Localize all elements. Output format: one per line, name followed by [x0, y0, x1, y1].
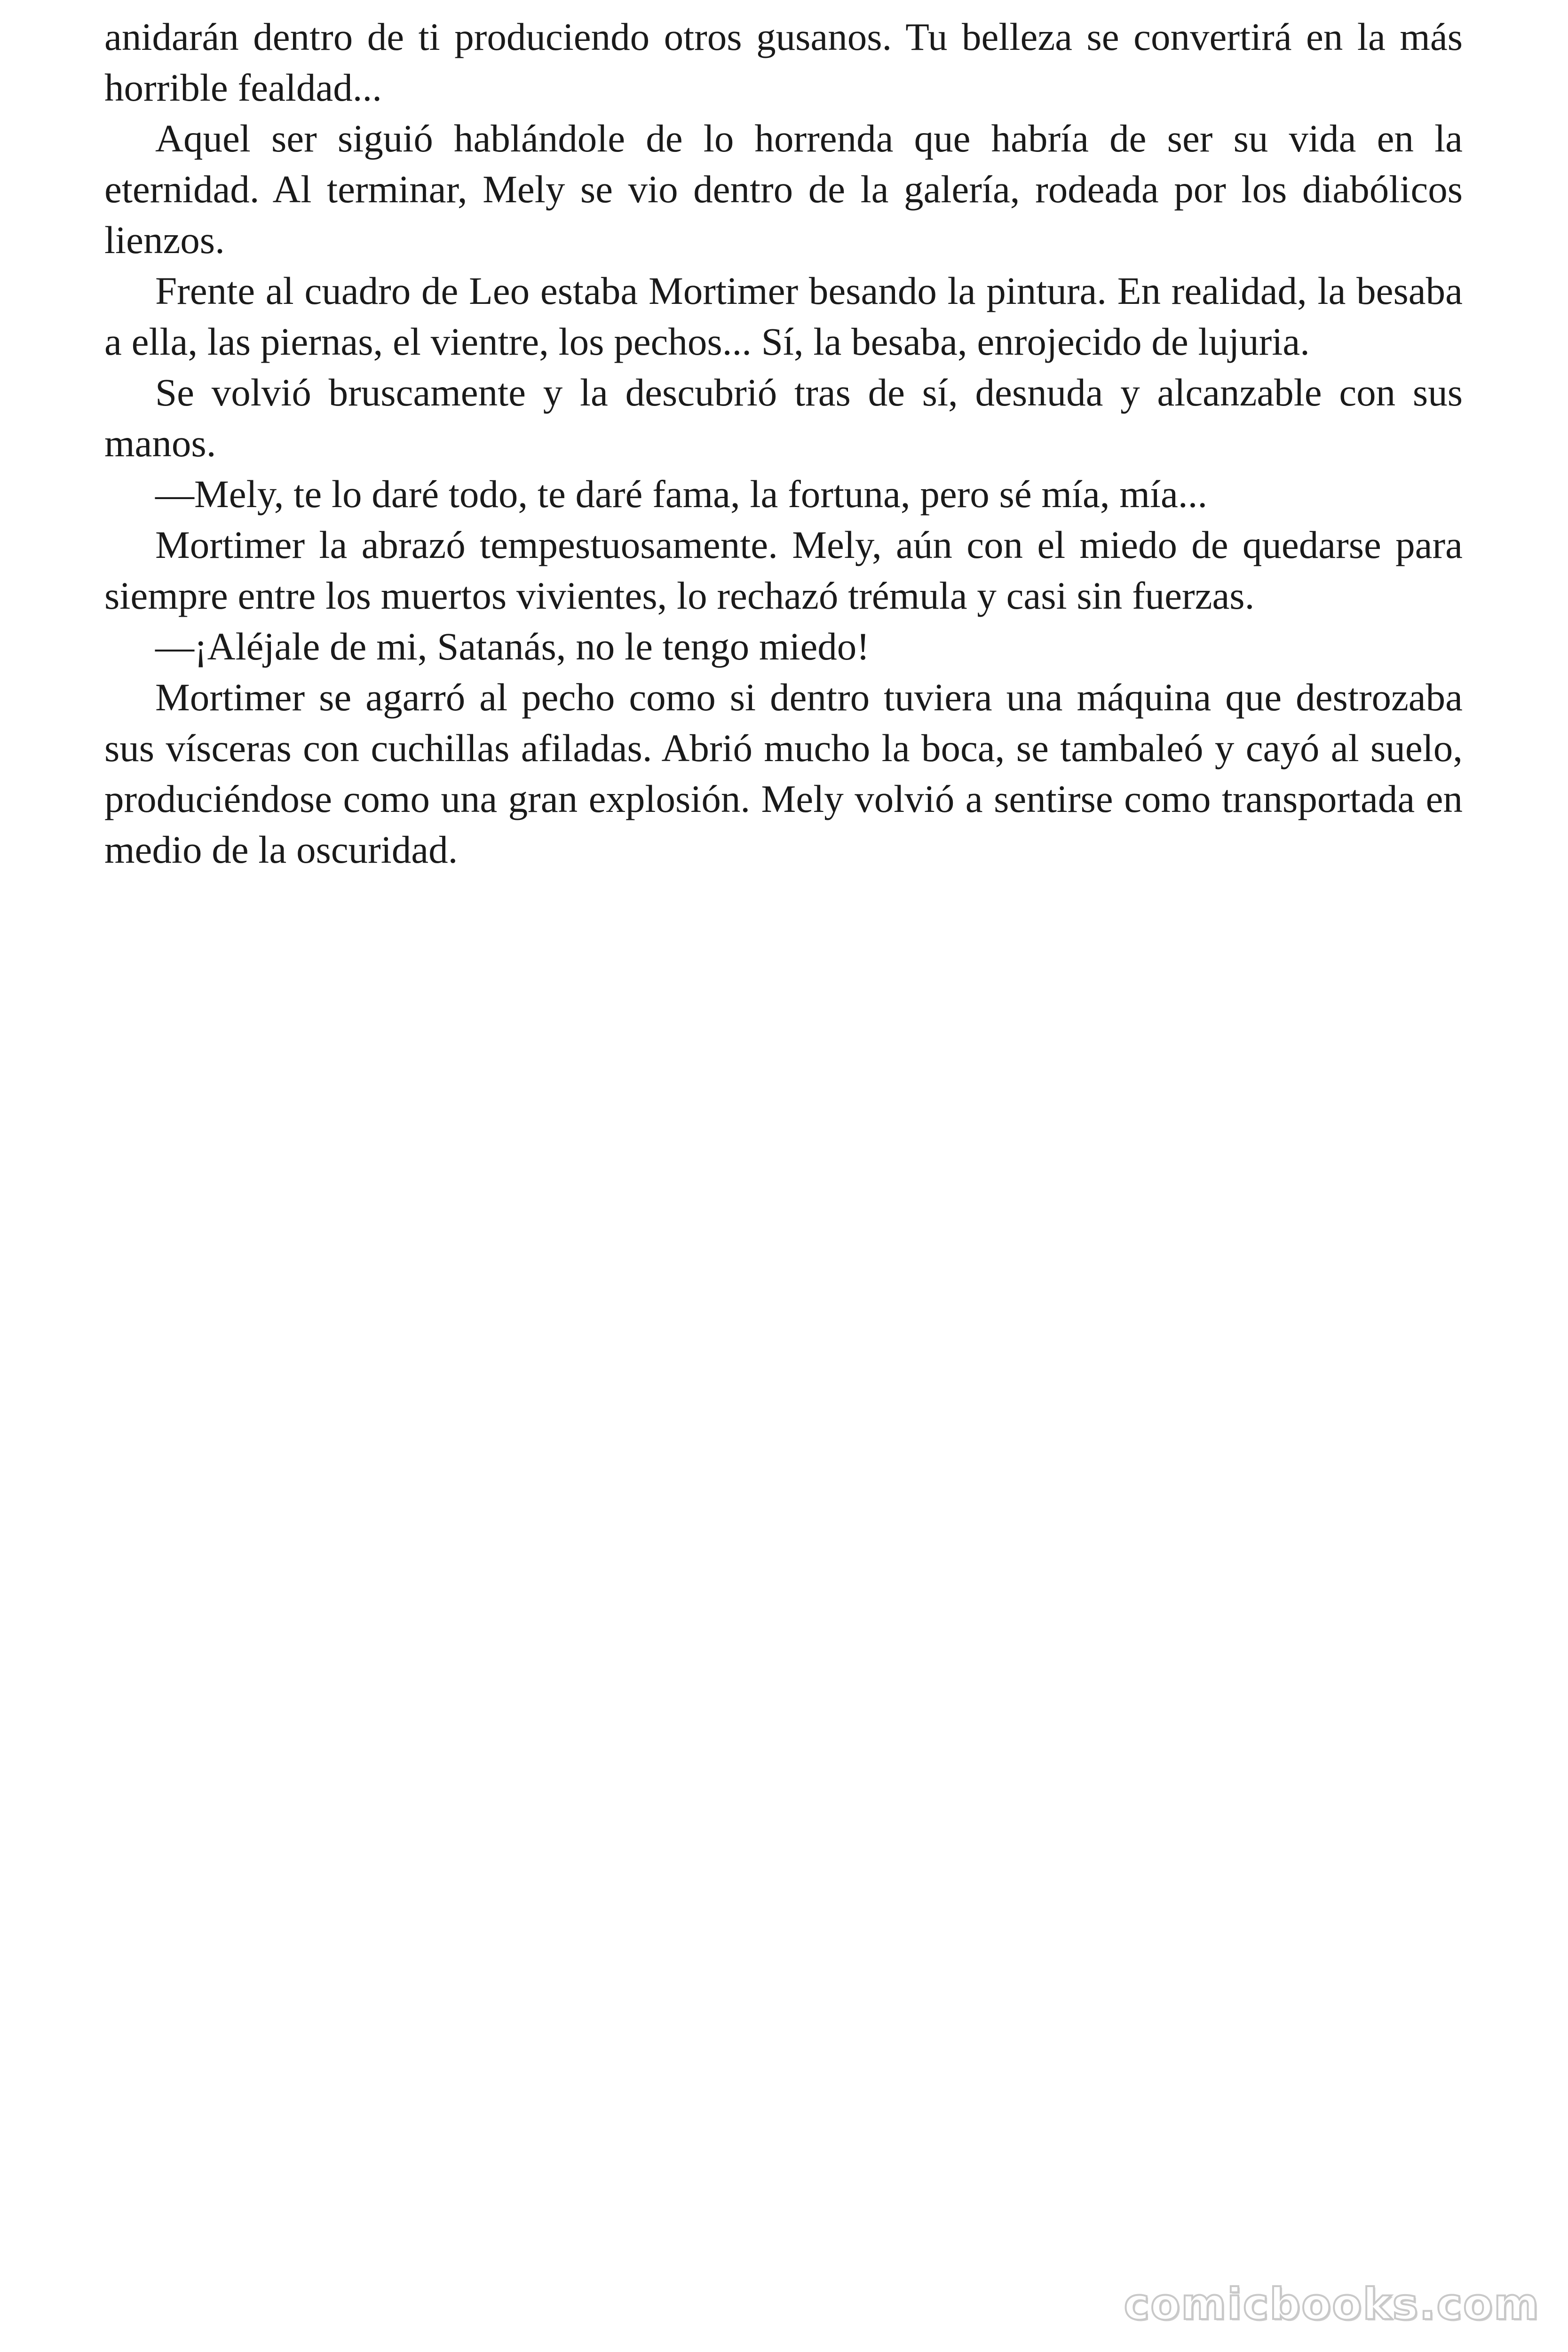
watermark: comicbooks.com [1124, 2279, 1540, 2329]
paragraph: Se volvió bruscamente y la descubrió tras de sí, desnuda y alcanzable con sus manos. [104, 371, 1463, 465]
dialogue-line: —¡Aléjale de mi, Satanás, no le tengo miedo! [155, 625, 870, 668]
paragraph: Frente al cuadro de Leo estaba Mortimer besando la pintura. En realidad, la besaba a ella, las piernas, el vientre, los pechos... Sí, la besaba, enrojecido de lujuria. [104, 269, 1463, 363]
paragraph: Mortimer se agarró al pecho como si dentro tuviera una máquina que destrozaba sus vísceras con cuchillas afiladas. Abrió mucho la boca, se tambaleó y cayó al suelo, produciéndose como una gran explosión. Mely volvió a sentirse como transportada en medio de la oscuridad. [104, 675, 1463, 871]
paragraph-continuation: anidarán dentro de ti produciendo otros gusanos. Tu belleza se convertirá en la más horrible fealdad... [104, 15, 1463, 109]
paragraph: Aquel ser siguió hablándole de lo horrenda que habría de ser su vida en la eternidad. Al terminar, Mely se vio dentro de la galería, rodeada por los diabólicos lienzos. [104, 117, 1463, 262]
dialogue-line: —Mely, te lo daré todo, te daré fama, la fortuna, pero sé mía, mía... [155, 472, 1208, 516]
paragraph: Mortimer la abrazó tempestuosamente. Mely, aún con el miedo de quedarse para siempre entre los muertos vivientes, lo rechazó trémula y casi sin fuerzas. [104, 523, 1463, 617]
body-text [104, 11, 1463, 875]
